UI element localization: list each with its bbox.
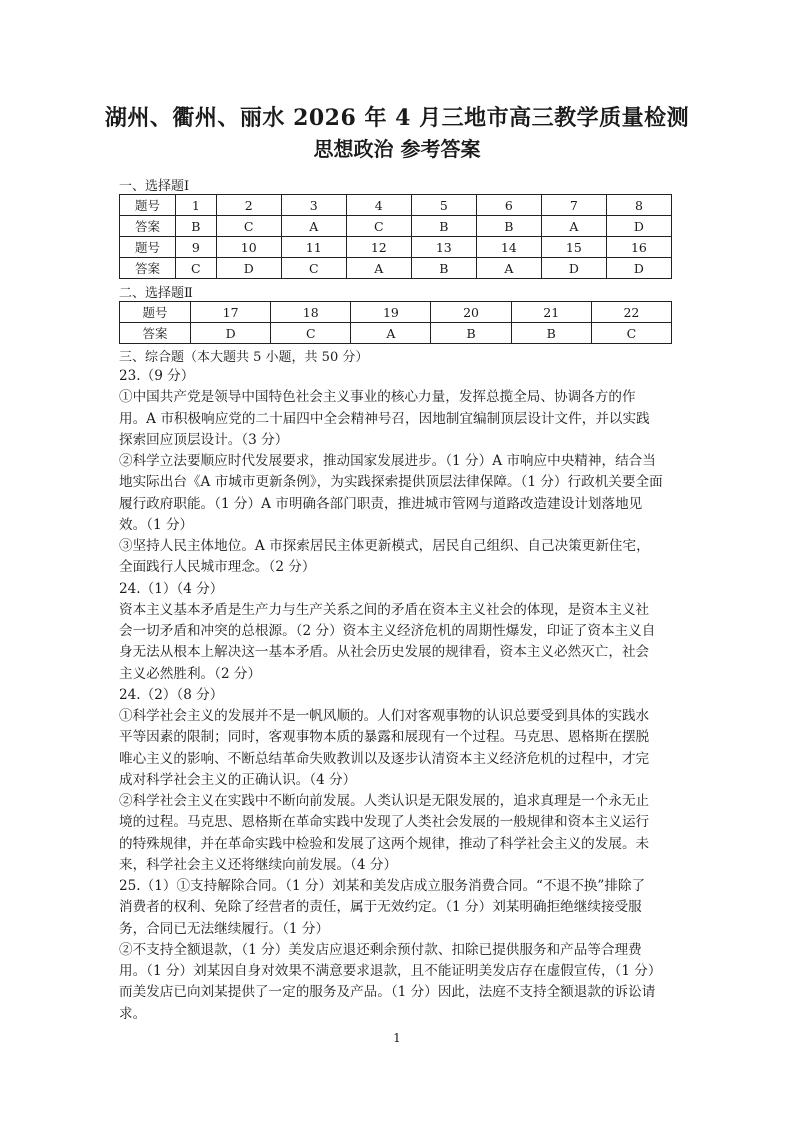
- section1-heading: 一、选择题Ⅰ: [119, 179, 190, 194]
- row-header-cell: 题号: [120, 302, 191, 323]
- text-line: ③坚持人民主体地位。A 市探索居民主体更新模式，居民自己组织、自己决策更新住宅，: [119, 538, 650, 554]
- table-cell: 21: [511, 302, 591, 323]
- text-line: 成对科学社会主义的正确认识。（4 分）: [119, 771, 357, 788]
- text-line: ②不支持全额退款，（1 分）美发店应退还剩余预付款、扣除已提供服务和产品等合理费: [119, 941, 642, 958]
- table-cell: D: [191, 323, 271, 344]
- table-row: [120, 302, 672, 323]
- text-line: 全面践行人民城市理念。（2 分）: [119, 559, 316, 576]
- row-header-cell: 答案: [120, 323, 191, 344]
- table-cell: B: [411, 258, 476, 279]
- table-row: [120, 216, 672, 237]
- text-line: ①中国共产党是领导中国特色社会主义事业的核心力量，发挥总揽全局、协调各方的作: [119, 389, 636, 406]
- text-line: 用。A 市积极响应党的二十届四中全会精神号召，因地制宜编制顶层设计文件，并以实践: [119, 410, 650, 427]
- text-line: 资本主义基本矛盾是生产力与生产关系之间的矛盾在资本主义社会的体现，是资本主义社: [119, 601, 650, 618]
- table-cell: 5: [411, 195, 476, 216]
- text-line: 25.（1）①支持解除合同。（1 分）刘某和美发店成立服务消费合同。“不退不换”排除了: [119, 878, 646, 894]
- table-cell: B: [411, 216, 476, 237]
- table-cell: C: [281, 258, 346, 279]
- text-line: 23.（9 分）: [119, 368, 195, 384]
- table-row: [120, 258, 672, 279]
- table-cell: 6: [476, 195, 541, 216]
- table-cell: 8: [606, 195, 671, 216]
- row-header-cell: 答案: [120, 216, 176, 237]
- answer-table-2: [119, 301, 672, 344]
- table-cell: 9: [176, 237, 217, 258]
- table-cell: C: [346, 216, 411, 237]
- table-cell: 3: [281, 195, 346, 216]
- table-row: [120, 237, 672, 258]
- table-cell: 12: [346, 237, 411, 258]
- table-cell: 14: [476, 237, 541, 258]
- text-line: 24.（1）（4 分）: [119, 580, 224, 597]
- table-cell: 4: [346, 195, 411, 216]
- text-line: 身无法从根本上解决这一基本矛盾。从社会历史发展的规律看，资本主义必然灭亡，社会: [119, 644, 650, 661]
- table-row: [120, 323, 672, 344]
- table-cell: 18: [271, 302, 351, 323]
- text-line: 24.（2）（8 分）: [119, 686, 224, 703]
- text-line: ①科学社会主义的发展并不是一帆风顺的。人们对客观事物的认识总要受到具体的实践水: [119, 708, 650, 724]
- table-cell: A: [281, 216, 346, 237]
- text-line: 履行政府职能。（1 分）A 市明确各部门职责，推进城市管网与道路改造建设计划落地见: [119, 495, 643, 512]
- text-line: 境的过程。马克思、恩格斯在革命实践中发现了人类社会发展的一般规律和资本主义运行: [119, 814, 650, 831]
- table-cell: 2: [216, 195, 281, 216]
- table-row: [120, 195, 672, 216]
- text-line: 主义必然胜利。（2 分）: [119, 665, 262, 682]
- table-cell: A: [351, 323, 431, 344]
- text-line: 唯心主义的影响、不断总结革命失败教训以及逐步认清资本主义经济危机的过程中，才完: [119, 750, 650, 767]
- document-title: 湖州、衢州、丽水 2026 年 4 月三地市高三教学质量检测: [104, 105, 690, 131]
- table-cell: B: [476, 216, 541, 237]
- section2-heading: 二、选择题Ⅱ: [119, 286, 193, 301]
- table-cell: A: [346, 258, 411, 279]
- table-cell: 11: [281, 237, 346, 258]
- table-cell: D: [606, 258, 671, 279]
- table-cell: 15: [541, 237, 606, 258]
- table-cell: 1: [176, 195, 217, 216]
- table-cell: C: [216, 216, 281, 237]
- text-line: 的特殊规律，并在革命实践中检验和发展了这两个规律，推动了科学社会主义的发展。未: [119, 835, 650, 852]
- table-cell: D: [216, 258, 281, 279]
- text-line: 平等因素的限制；同时，客观事物本质的暴露和展现有一个过程。马克思、恩格斯在摆脱: [119, 729, 650, 746]
- table-cell: B: [431, 323, 511, 344]
- table-cell: 7: [541, 195, 606, 216]
- text-line: 地实际出台《A 市城市更新条例》，为实践探索提供顶层法律保障。（1 分）行政机关要全面: [119, 474, 663, 491]
- table-cell: B: [511, 323, 591, 344]
- text-line: ②科学社会主义在实践中不断向前发展。人类认识是无限发展的，追求真理是一个永无止: [119, 793, 650, 809]
- text-line: 务，合同已无法继续履行。（1 分）: [119, 920, 330, 937]
- text-line: 会一切矛盾和冲突的总根源。（2 分）资本主义经济危机的周期性爆发，印证了资本主义自: [119, 623, 656, 639]
- document-subtitle: 思想政治 参考答案: [313, 137, 481, 161]
- text-line: 探索回应顶层设计。（3 分）: [119, 431, 289, 448]
- table-cell: 16: [606, 237, 671, 258]
- table-cell: 10: [216, 237, 281, 258]
- text-line: 求。: [119, 1005, 147, 1022]
- row-header-cell: 答案: [120, 258, 176, 279]
- text-line: 来，科学社会主义还将继续向前发展。（4 分）: [119, 856, 398, 873]
- table-cell: 19: [351, 302, 431, 323]
- text-line: 效。（1 分）: [119, 516, 194, 533]
- table-cell: D: [541, 258, 606, 279]
- table-cell: C: [176, 258, 217, 279]
- table-cell: 20: [431, 302, 511, 323]
- table-cell: 13: [411, 237, 476, 258]
- text-line: ②科学立法要顺应时代发展要求，推动国家发展进步。（1 分）A 市响应中央精神，结合当: [119, 453, 656, 469]
- answer-table-1: [119, 194, 672, 279]
- text-line: 用。（1 分）刘某因自身对效果不满意要求退款，且不能证明美发店存在虚假宣传，（1 分）: [119, 963, 662, 979]
- table-cell: C: [591, 323, 671, 344]
- row-header-cell: 题号: [120, 195, 176, 216]
- answer-body: [119, 366, 679, 1025]
- table-cell: B: [176, 216, 217, 237]
- page-number: 1: [393, 1031, 401, 1045]
- table-cell: C: [271, 323, 351, 344]
- text-line: 消费者的权利、免除了经营者的责任，属于无效约定。（1 分）刘某明确拒绝继续接受服: [119, 899, 642, 916]
- section3-heading: 三、综合题（本大题共 5 小题，共 50 分）: [119, 350, 369, 365]
- table-cell: A: [476, 258, 541, 279]
- text-line: 而美发店已向刘某提供了一定的服务及产品。（1 分）因此，法庭不支持全额退款的诉讼请: [119, 984, 656, 1001]
- table-cell: A: [541, 216, 606, 237]
- table-cell: D: [606, 216, 671, 237]
- table-cell: 17: [191, 302, 271, 323]
- table-cell: 22: [591, 302, 671, 323]
- row-header-cell: 题号: [120, 237, 176, 258]
